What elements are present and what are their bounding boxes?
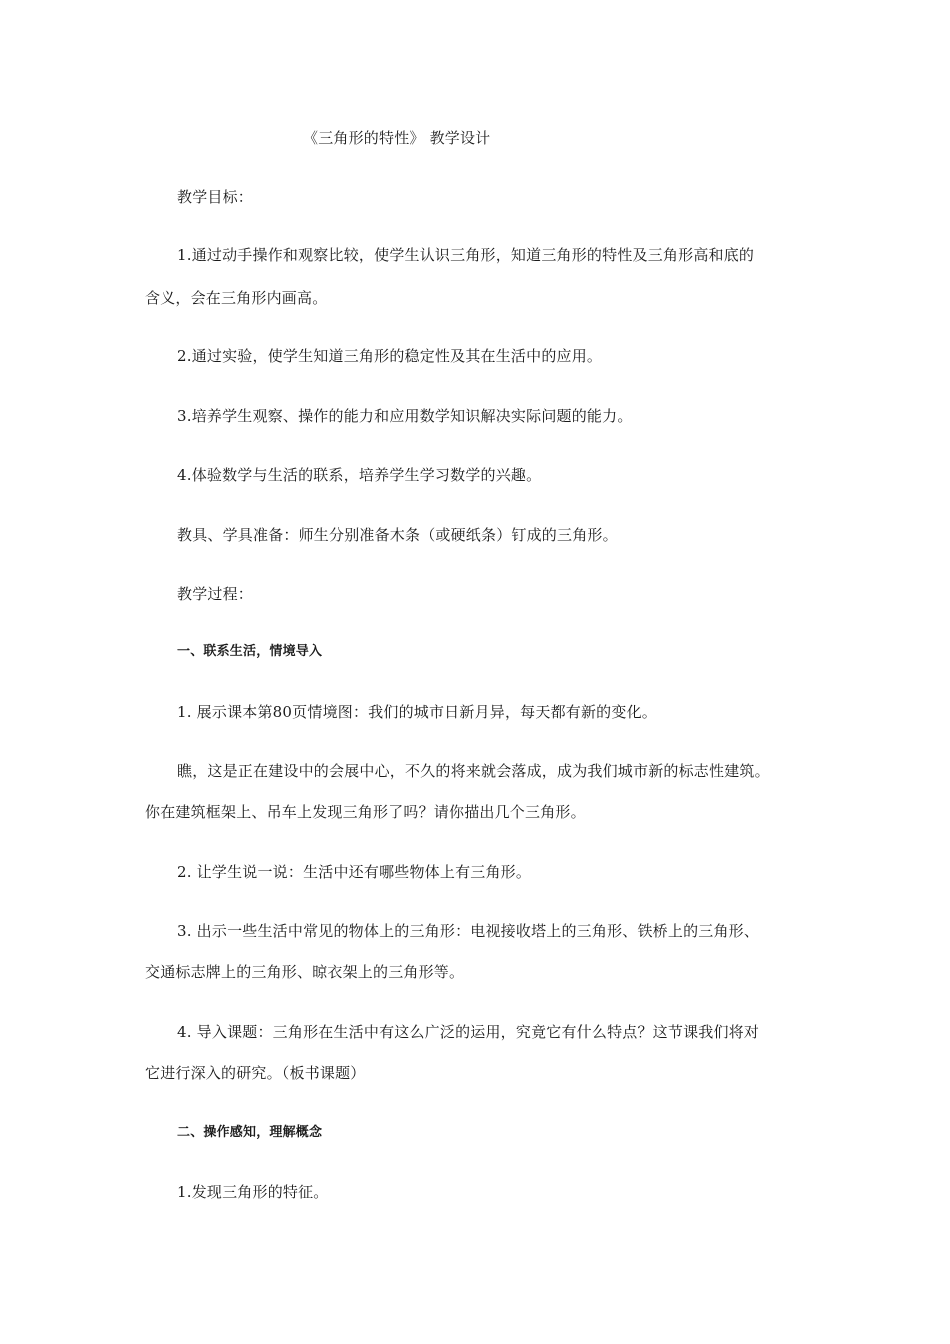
objective-3: 3.培养学生观察、操作的能力和应用数学知识解决实际问题的能力。 xyxy=(177,407,633,425)
section-2-heading: 二、操作感知，理解概念 xyxy=(177,1125,323,1140)
section-1-paragraph-line-1: 瞧，这是正在建设中的会展中心，不久的将来就会落成，成为我们城市新的标志性建筑。 xyxy=(177,762,770,780)
materials-paragraph: 教具、学具准备：师生分别准备木条（或硬纸条）钉成的三角形。 xyxy=(177,526,618,544)
objective-1-line-1: 1.通过动手操作和观察比较，使学生认识三角形，知道三角形的特性及三角形高和底的 xyxy=(177,246,755,264)
objective-2: 2.通过实验，使学生知道三角形的稳定性及其在生活中的应用。 xyxy=(177,347,603,365)
objective-4: 4.体验数学与生活的联系，培养学生学习数学的兴趣。 xyxy=(177,466,542,484)
document-title: 《三角形的特性》 教学设计 xyxy=(303,129,491,147)
section-1-heading: 一、联系生活，情境导入 xyxy=(177,644,323,659)
objectives-label: 教学目标： xyxy=(177,188,254,206)
section-1-item-1: 1. 展示课本第80页情境图：我们的城市日新月异，每天都有新的变化。 xyxy=(177,703,657,721)
section-1-item-3-line-2: 交通标志牌上的三角形、晾衣架上的三角形等。 xyxy=(145,963,465,981)
section-1-item-2: 2. 让学生说一说：生活中还有哪些物体上有三角形。 xyxy=(177,863,532,881)
section-2-item-1: 1.发现三角形的特征。 xyxy=(177,1183,329,1201)
process-label: 教学过程： xyxy=(177,585,254,603)
section-1-item-3-line-1: 3. 出示一些生活中常见的物体上的三角形：电视接收塔上的三角形、铁桥上的三角形、 xyxy=(177,922,760,940)
section-1-item-4-line-1: 4. 导入课题：三角形在生活中有这么广泛的运用，究竟它有什么特点？这节课我们将对 xyxy=(177,1023,760,1041)
objective-1-line-2: 含义，会在三角形内画高。 xyxy=(145,289,328,307)
section-1-paragraph-line-2: 你在建筑框架上、吊车上发现三角形了吗？请你描出几个三角形。 xyxy=(145,803,586,821)
section-1-item-4-line-2: 它进行深入的研究。（板书课题） xyxy=(145,1064,366,1082)
